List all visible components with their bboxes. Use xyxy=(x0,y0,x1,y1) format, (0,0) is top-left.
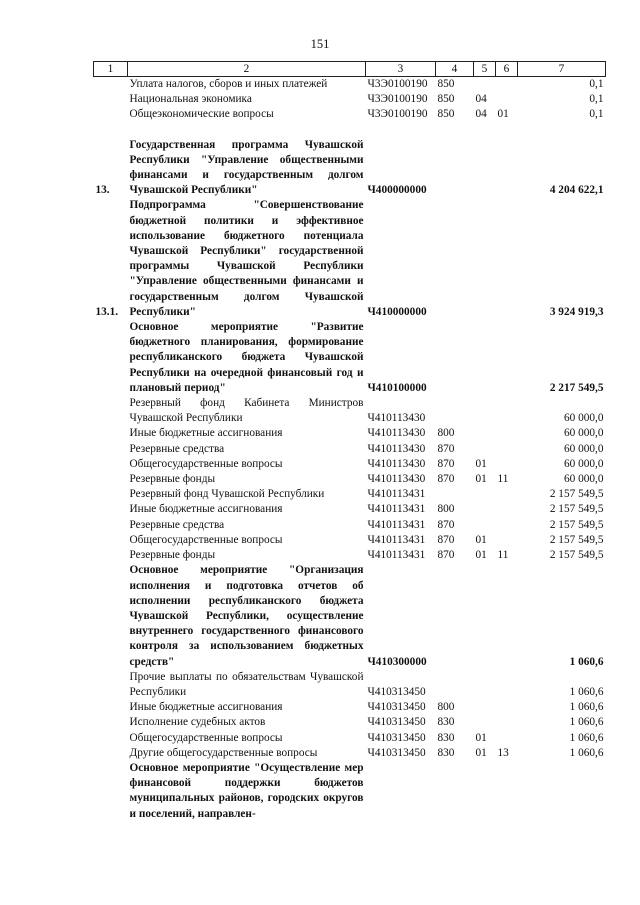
header-col-4: 4 xyxy=(436,62,474,77)
table-row xyxy=(94,107,606,122)
row-target-code: Ч410113430 xyxy=(367,412,426,425)
table-row xyxy=(94,746,606,761)
row-target-code: Ч410113430 xyxy=(367,473,426,486)
row-expense-type xyxy=(436,138,474,199)
table-row xyxy=(94,731,606,746)
row-number xyxy=(94,533,128,548)
row-subsection xyxy=(496,92,518,107)
row-number xyxy=(94,107,128,122)
row-target-code: Ч410313450 xyxy=(367,716,426,729)
row-target-code: Ч3Э0100190 xyxy=(367,78,428,90)
row-subsection xyxy=(496,715,518,730)
row-name: Резервные фонды xyxy=(129,473,216,486)
row-section xyxy=(474,426,496,441)
row-amount: 2 157 549,5 xyxy=(549,533,604,546)
row-target-code: Ч400000000 xyxy=(367,184,427,197)
table-row xyxy=(94,518,606,533)
row-subsection: 01 xyxy=(497,108,509,121)
row-target-code: Ч410113431 xyxy=(367,533,426,546)
row-name: Резервный фонд Кабинета Министров Чувашской Республики xyxy=(129,397,364,425)
row-expense-type: 870 xyxy=(437,457,455,470)
table-row xyxy=(94,92,606,107)
row-number xyxy=(94,320,128,396)
row-expense-type: 830 xyxy=(437,716,455,729)
header-col-2: 2 xyxy=(128,62,366,77)
row-expense-type: 870 xyxy=(437,518,455,531)
row-amount: 60 000,0 xyxy=(563,442,604,455)
row-target-code: Ч410113431 xyxy=(367,488,426,501)
row-amount: 1 060,6 xyxy=(569,685,604,698)
row-subsection: 13 xyxy=(497,746,509,759)
row-section xyxy=(474,563,496,669)
row-name: Иные бюджетные ассигнования xyxy=(129,503,283,516)
row-section: 01 xyxy=(475,731,487,744)
table-row xyxy=(94,715,606,730)
row-expense-type: 850 xyxy=(437,108,455,121)
table-row xyxy=(94,487,606,502)
row-target-code: Ч410113430 xyxy=(367,457,426,470)
header-col-6: 6 xyxy=(496,62,518,77)
row-target-code: Ч3Э0100190 xyxy=(367,93,428,106)
row-name: Национальная экономика xyxy=(129,93,252,106)
row-number xyxy=(94,518,128,533)
row-name: Общегосударственные вопросы xyxy=(129,533,283,546)
row-section xyxy=(474,396,496,426)
row-section: 04 xyxy=(475,108,487,121)
row-amount: 60 000,0 xyxy=(563,473,604,486)
row-number xyxy=(94,442,128,457)
row-subsection xyxy=(496,761,518,822)
row-expense-type: 870 xyxy=(437,549,455,562)
row-name: Прочие выплаты по обязательствам Чувашской Республики xyxy=(129,670,364,698)
row-number xyxy=(94,746,128,761)
row-amount: 3 924 919,3 xyxy=(549,305,604,318)
row-target-code: Ч410113430 xyxy=(367,442,426,455)
row-subsection: 11 xyxy=(497,549,509,562)
row-amount: 1 060,6 xyxy=(569,716,604,729)
row-section xyxy=(474,761,496,822)
row-expense-type: 830 xyxy=(437,731,455,744)
row-section xyxy=(474,670,496,700)
row-number xyxy=(94,563,128,669)
row-name: Иные бюджетные ассигнования xyxy=(129,427,283,440)
row-expense-type: 830 xyxy=(437,746,455,759)
row-amount: 4 204 622,1 xyxy=(549,184,604,197)
row-target-code: Ч410113431 xyxy=(367,518,426,531)
row-target-code: Ч410100000 xyxy=(367,381,427,394)
row-amount: 0,1 xyxy=(589,93,604,106)
row-name: Исполнение судебных актов xyxy=(129,716,266,729)
spacer-cell xyxy=(94,123,606,138)
row-subsection xyxy=(496,138,518,199)
row-amount: 2 157 549,5 xyxy=(549,549,604,562)
table-row xyxy=(94,442,606,457)
row-section xyxy=(474,487,496,502)
row-name: Общегосударственные вопросы xyxy=(129,731,283,744)
budget-table xyxy=(93,61,606,822)
row-expense-type xyxy=(436,396,474,426)
row-number: 13.1. xyxy=(95,305,119,318)
table-body xyxy=(94,77,606,822)
table-header-row xyxy=(94,62,606,77)
row-name: Резервные средства xyxy=(129,518,225,531)
row-number xyxy=(94,715,128,730)
row-subsection xyxy=(496,670,518,700)
row-subsection xyxy=(496,396,518,426)
row-target-code: Ч410000000 xyxy=(367,305,427,318)
row-expense-type xyxy=(436,198,474,320)
row-name: Уплата налогов, сборов и иных платежей xyxy=(129,78,328,90)
row-subsection xyxy=(496,563,518,669)
table-row xyxy=(94,77,606,93)
row-target-code: Ч410313450 xyxy=(367,701,426,714)
row-section xyxy=(474,700,496,715)
row-section xyxy=(474,715,496,730)
row-expense-type: 800 xyxy=(437,427,455,440)
row-amount: 1 060,6 xyxy=(569,731,604,744)
row-section: 04 xyxy=(475,93,487,106)
table-row xyxy=(94,426,606,441)
row-section: 01 xyxy=(475,533,487,546)
table-row xyxy=(94,472,606,487)
row-target-code: Ч410113431 xyxy=(367,503,426,516)
header-col-5: 5 xyxy=(474,62,496,77)
table-row xyxy=(94,502,606,517)
row-amount: 1 060,6 xyxy=(569,746,604,759)
row-expense-type xyxy=(436,563,474,669)
row-expense-type: 870 xyxy=(437,442,455,455)
row-amount: 0,1 xyxy=(589,108,604,121)
row-number xyxy=(94,472,128,487)
row-number: 13. xyxy=(95,184,110,197)
row-expense-type xyxy=(436,320,474,396)
row-name: Резервный фонд Чувашской Республики xyxy=(129,488,325,501)
row-number xyxy=(94,670,128,700)
row-subsection xyxy=(496,731,518,746)
row-subsection xyxy=(496,700,518,715)
row-amount: 0,1 xyxy=(589,78,604,90)
page-number: 151 xyxy=(310,37,330,51)
row-subsection xyxy=(496,533,518,548)
row-number xyxy=(94,700,128,715)
spacer-row xyxy=(94,123,606,138)
row-number xyxy=(94,77,128,93)
row-name: Общеэкономические вопросы xyxy=(129,108,274,121)
row-amount: 2 157 549,5 xyxy=(549,518,604,531)
table-row xyxy=(94,563,606,669)
header-col-1: 1 xyxy=(94,62,128,77)
row-name: Другие общегосударственные вопросы xyxy=(129,746,318,759)
row-target-code: Ч410300000 xyxy=(367,655,427,668)
table-row xyxy=(94,396,606,426)
row-amount: 60 000,0 xyxy=(563,457,604,470)
table-row xyxy=(94,138,606,199)
row-subsection xyxy=(496,502,518,517)
row-section xyxy=(474,320,496,396)
row-expense-type xyxy=(436,761,474,822)
row-number xyxy=(94,761,128,822)
row-section: 01 xyxy=(475,473,487,486)
row-name: Основное мероприятие "Организация исполнения и подготовка отчетов об исполнении республиканского бюджета Чувашской Республики, осуществление внутреннего государственного финансового контроля за использованием бюджетных средств" xyxy=(129,564,364,668)
row-subsection xyxy=(496,518,518,533)
row-target-code xyxy=(366,761,436,822)
row-section: 01 xyxy=(475,457,487,470)
row-expense-type xyxy=(436,670,474,700)
row-amount: 1 060,6 xyxy=(569,655,604,668)
row-name: Резервные средства xyxy=(129,442,225,455)
row-number xyxy=(94,487,128,502)
row-amount: 2 157 549,5 xyxy=(549,488,604,501)
row-amount: 2 157 549,5 xyxy=(549,503,604,516)
row-number xyxy=(94,731,128,746)
row-name: Основное мероприятие "Развитие бюджетного планирования, формирование республиканского бюджета Чувашской Республики на очередной финансовый год и плановый период" xyxy=(129,321,364,394)
row-subsection: 11 xyxy=(497,473,509,486)
row-expense-type xyxy=(436,487,474,502)
header-col-7: 7 xyxy=(518,62,606,77)
row-section xyxy=(474,502,496,517)
row-number xyxy=(94,426,128,441)
table-row xyxy=(94,457,606,472)
row-number xyxy=(94,457,128,472)
row-expense-type: 870 xyxy=(437,473,455,486)
header-col-3: 3 xyxy=(366,62,436,77)
row-expense-type: 800 xyxy=(437,701,455,714)
row-subsection xyxy=(496,77,518,93)
row-section xyxy=(474,518,496,533)
table-row xyxy=(94,761,606,822)
row-name: Основное мероприятие "Осуществление мер финансовой поддержки бюджетов муниципальных районов, городских округов и поселений, направлен- xyxy=(129,761,364,820)
row-section xyxy=(474,198,496,320)
row-number xyxy=(94,502,128,517)
table-row xyxy=(94,198,606,320)
row-target-code: Ч410313450 xyxy=(367,746,426,759)
row-name: Государственная программа Чувашской Республики "Управление общественными финансами и государственным долгом Чувашской Республики" xyxy=(129,138,364,197)
table-row xyxy=(94,320,606,396)
row-section: 01 xyxy=(475,746,487,759)
row-name: Общегосударственные вопросы xyxy=(129,457,283,470)
row-name: Иные бюджетные ассигнования xyxy=(129,701,283,714)
row-name: Подпрограмма "Совершенствование бюджетной политики и эффективное использование бюджетного потенциала Чувашской Республики" государственной программы Чувашской Республики "Управление общественными финансами и государственным долгом Чувашской Республики" xyxy=(129,199,364,318)
row-target-code: Ч410313450 xyxy=(367,685,426,698)
row-amount: 60 000,0 xyxy=(563,412,604,425)
table-row xyxy=(94,548,606,563)
row-subsection xyxy=(496,198,518,320)
row-target-code: Ч3Э0100190 xyxy=(367,108,428,121)
row-amount: 2 217 549,5 xyxy=(549,381,604,394)
row-expense-type: 870 xyxy=(437,533,455,546)
row-subsection xyxy=(496,487,518,502)
row-amount: 1 060,6 xyxy=(569,701,604,714)
row-subsection xyxy=(496,426,518,441)
row-amount xyxy=(518,761,606,822)
row-section xyxy=(474,77,496,93)
row-subsection xyxy=(496,320,518,396)
row-subsection xyxy=(496,457,518,472)
table-row xyxy=(94,533,606,548)
row-target-code: Ч410113431 xyxy=(367,549,426,562)
row-subsection xyxy=(496,442,518,457)
row-expense-type: 850 xyxy=(437,78,455,90)
row-number xyxy=(94,548,128,563)
row-target-code: Ч410113430 xyxy=(367,427,426,440)
row-section xyxy=(474,442,496,457)
row-amount: 60 000,0 xyxy=(563,427,604,440)
row-expense-type: 800 xyxy=(437,503,455,516)
row-number xyxy=(94,396,128,426)
row-name: Резервные фонды xyxy=(129,549,216,562)
row-section xyxy=(474,138,496,199)
table-row xyxy=(94,700,606,715)
row-section: 01 xyxy=(475,549,487,562)
table-row xyxy=(94,670,606,700)
row-target-code: Ч410313450 xyxy=(367,731,426,744)
row-expense-type: 850 xyxy=(437,93,455,106)
row-number xyxy=(94,92,128,107)
